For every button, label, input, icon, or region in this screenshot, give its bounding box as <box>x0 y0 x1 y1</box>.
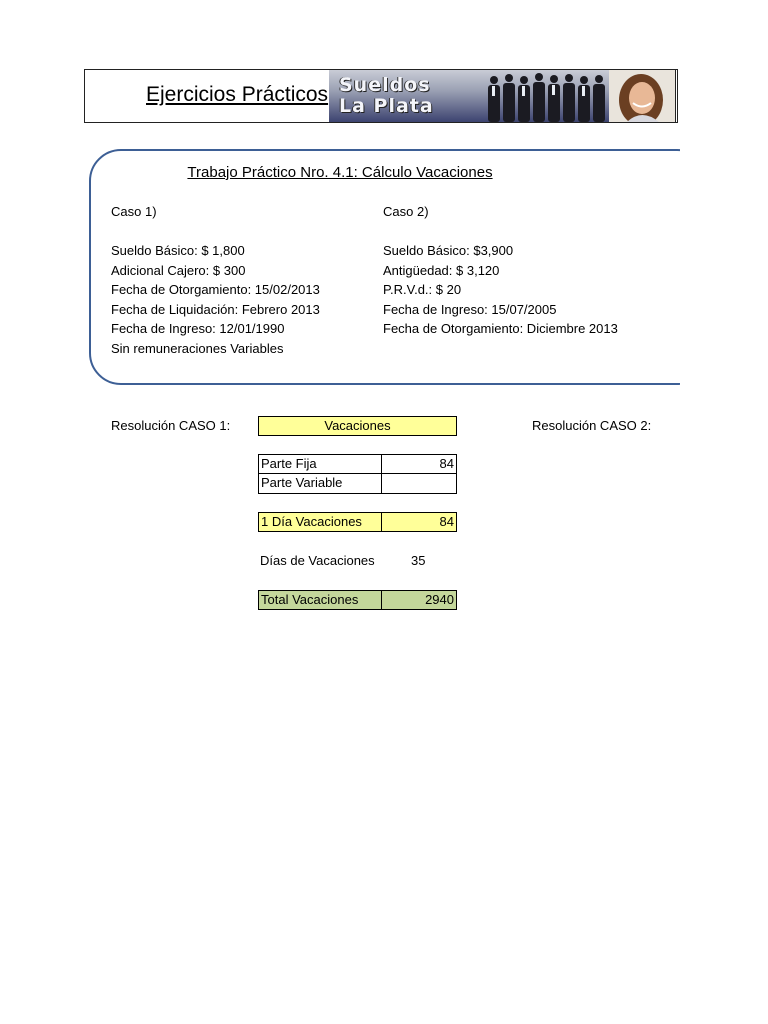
caso1-line: Fecha de Ingreso: 12/01/1990 <box>111 321 285 336</box>
caso2-heading: Caso 2) <box>383 204 429 219</box>
banner-logo <box>329 70 675 122</box>
header-frame-edge <box>675 69 679 123</box>
banner-text-line2: La Plata <box>339 95 434 117</box>
caso1-heading: Caso 1) <box>111 204 157 219</box>
dias-vacaciones-value: 35 <box>411 553 426 568</box>
parte-variable-label-cell[interactable]: Parte Variable <box>258 473 382 494</box>
caso1-details <box>111 241 320 358</box>
caso2-line: Antigüedad: $ 3,120 <box>383 262 500 278</box>
caso2-line: Fecha de Ingreso: 15/07/2005 <box>383 301 557 317</box>
caso2-line: P.R.V.d.: $ 20 <box>383 282 462 297</box>
resolution-caso1-label: Resolución CASO 1: <box>111 418 231 433</box>
team-photo <box>329 70 675 122</box>
parte-fija-label-cell[interactable]: Parte Fija <box>258 454 382 474</box>
total-vacaciones-label-cell[interactable]: Total Vacaciones <box>258 590 382 610</box>
caso1-line: Sueldo Básico: $ 1,800 <box>111 243 245 258</box>
dias-vacaciones-label: Días de Vacaciones <box>260 553 375 568</box>
caso1-line: Sin remuneraciones Variables <box>111 340 284 356</box>
caso1-line: Fecha de Otorgamiento: 15/02/2013 <box>111 282 320 297</box>
total-vacaciones-value-cell[interactable]: 2940 <box>381 590 457 610</box>
resolution-caso2-label: Resolución CASO 2: <box>532 418 652 433</box>
caso2-line: Sueldo Básico: $3,900 <box>383 243 514 258</box>
page-title: Ejercicios Prácticos <box>146 83 329 106</box>
banner-text-line1: Sueldos <box>339 74 431 96</box>
vacaciones-header-cell[interactable]: Vacaciones <box>258 416 457 436</box>
parte-variable-value-cell[interactable] <box>381 473 457 494</box>
exercise-title: Trabajo Práctico Nro. 4.1: Cálculo Vacaciones <box>187 164 493 181</box>
caso1-line: Adicional Cajero: $ 300 <box>111 262 246 278</box>
caso1-line: Fecha de Liquidación: Febrero 2013 <box>111 301 320 317</box>
caso2-line: Fecha de Otorgamiento: Diciembre 2013 <box>383 321 618 336</box>
dia-vacaciones-label-cell[interactable]: 1 Día Vacaciones <box>258 512 382 532</box>
caso2-details <box>383 241 618 339</box>
parte-fija-value-cell[interactable]: 84 <box>381 454 457 474</box>
dia-vacaciones-value-cell[interactable]: 84 <box>381 512 457 532</box>
